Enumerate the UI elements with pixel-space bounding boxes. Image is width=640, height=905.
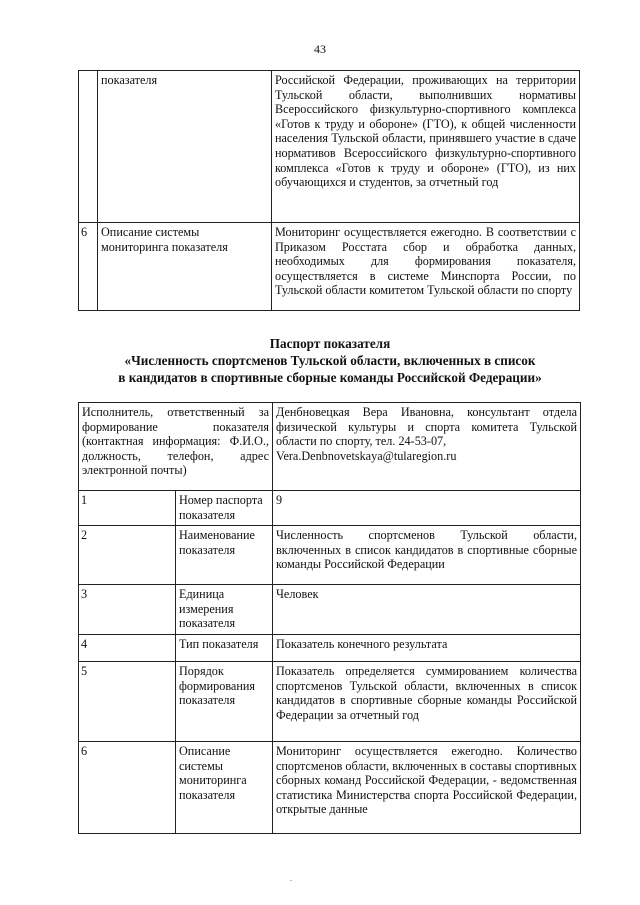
indicator-table-continued <box>78 70 580 311</box>
row-value: 9 <box>273 491 581 526</box>
table-row <box>79 491 581 526</box>
table-row <box>79 223 580 311</box>
row-value: Показатель определяется суммированием количества спортсменов Тульской области, включенных в список кандидатов в спортивные сборные команды Российской Федерации за отчетный год <box>273 661 581 741</box>
row-value: Показатель конечного результата <box>273 634 581 661</box>
passport-subtitle-line1: «Численность спортсменов Тульской области, включенных в список <box>124 353 536 368</box>
row-value: Мониторинг осуществляется ежегодно. Количество спортсменов области, включенных в составы спортивных сборных команд Российской Федерации, - ведомственная статистика Министерства спорта Российской Федерации, открытые данные <box>273 741 581 833</box>
table-row <box>79 741 581 833</box>
table-row <box>79 71 580 223</box>
executor-contact: Денбновецкая Вера Ивановна, консультант отдела физической культуры и спорта комитета Тульской области по спорту, тел. 24-53-07, <box>276 405 577 449</box>
row-value: Человек <box>273 585 581 635</box>
row-label: Описание системы мониторинга показателя <box>98 223 272 311</box>
table-row <box>79 526 581 585</box>
scan-speck <box>290 880 292 881</box>
table-row <box>79 634 581 661</box>
row-label: Описание системы мониторинга показателя <box>176 741 273 833</box>
row-label: Единица измерения показателя <box>176 585 273 635</box>
table-row <box>79 585 581 635</box>
row-number: 1 <box>79 491 176 526</box>
row-label: Наименование показателя <box>176 526 273 585</box>
passport-title: Паспорт показателя <box>269 336 391 351</box>
row-number: 4 <box>79 634 176 661</box>
row-label: показателя <box>98 71 272 223</box>
row-number <box>79 71 98 223</box>
executor-row <box>79 403 581 491</box>
executor-label: Исполнитель, ответственный за формирование показателя (контактная информация: Ф.И.О., должность, телефон, адрес электронной почты) <box>79 403 273 491</box>
row-number: 2 <box>79 526 176 585</box>
row-value: Мониторинг осуществляется ежегодно. В соответствии с Приказом Росстата сбор и обработка данных, необходимых для формирования показателя, осуществляется в системе Минспорта России, по Тульской области комитетом Тульской области по спорту <box>272 223 580 311</box>
passport-table <box>78 402 581 834</box>
row-value: Российской Федерации, проживающих на территории Тульской области, выполнивших нормативы Всероссийского физкультурно-спортивного комплекса «Готов к труду и обороне» (ГТО), к общей численности населения Тульской области, принявшего участие в сдаче нормативов Всероссийского физкультурно-спортивного комплекса «Готов к труду и обороне» (ГТО), из них обучающихся и студентов, за отчетный год <box>272 71 580 223</box>
table-row <box>79 661 581 741</box>
row-value: Численность спортсменов Тульской области, включенных в список кандидатов в спортивные сборные команды Российской Федерации <box>273 526 581 585</box>
row-number: 3 <box>79 585 176 635</box>
executor-email: Vera.Denbnovetskaya@tularegion.ru <box>276 448 457 463</box>
row-label: Номер паспорта показателя <box>176 491 273 526</box>
row-label: Порядок формирования показателя <box>176 661 273 741</box>
row-number: 6 <box>79 741 176 833</box>
row-number: 5 <box>79 661 176 741</box>
passport-subtitle-line2: в кандидатов в спортивные сборные команды Российской Федерации» <box>118 370 542 385</box>
row-number: 6 <box>79 223 98 311</box>
row-label: Тип показателя <box>176 634 273 661</box>
page-number: 43 <box>314 42 326 56</box>
executor-value <box>273 403 581 491</box>
